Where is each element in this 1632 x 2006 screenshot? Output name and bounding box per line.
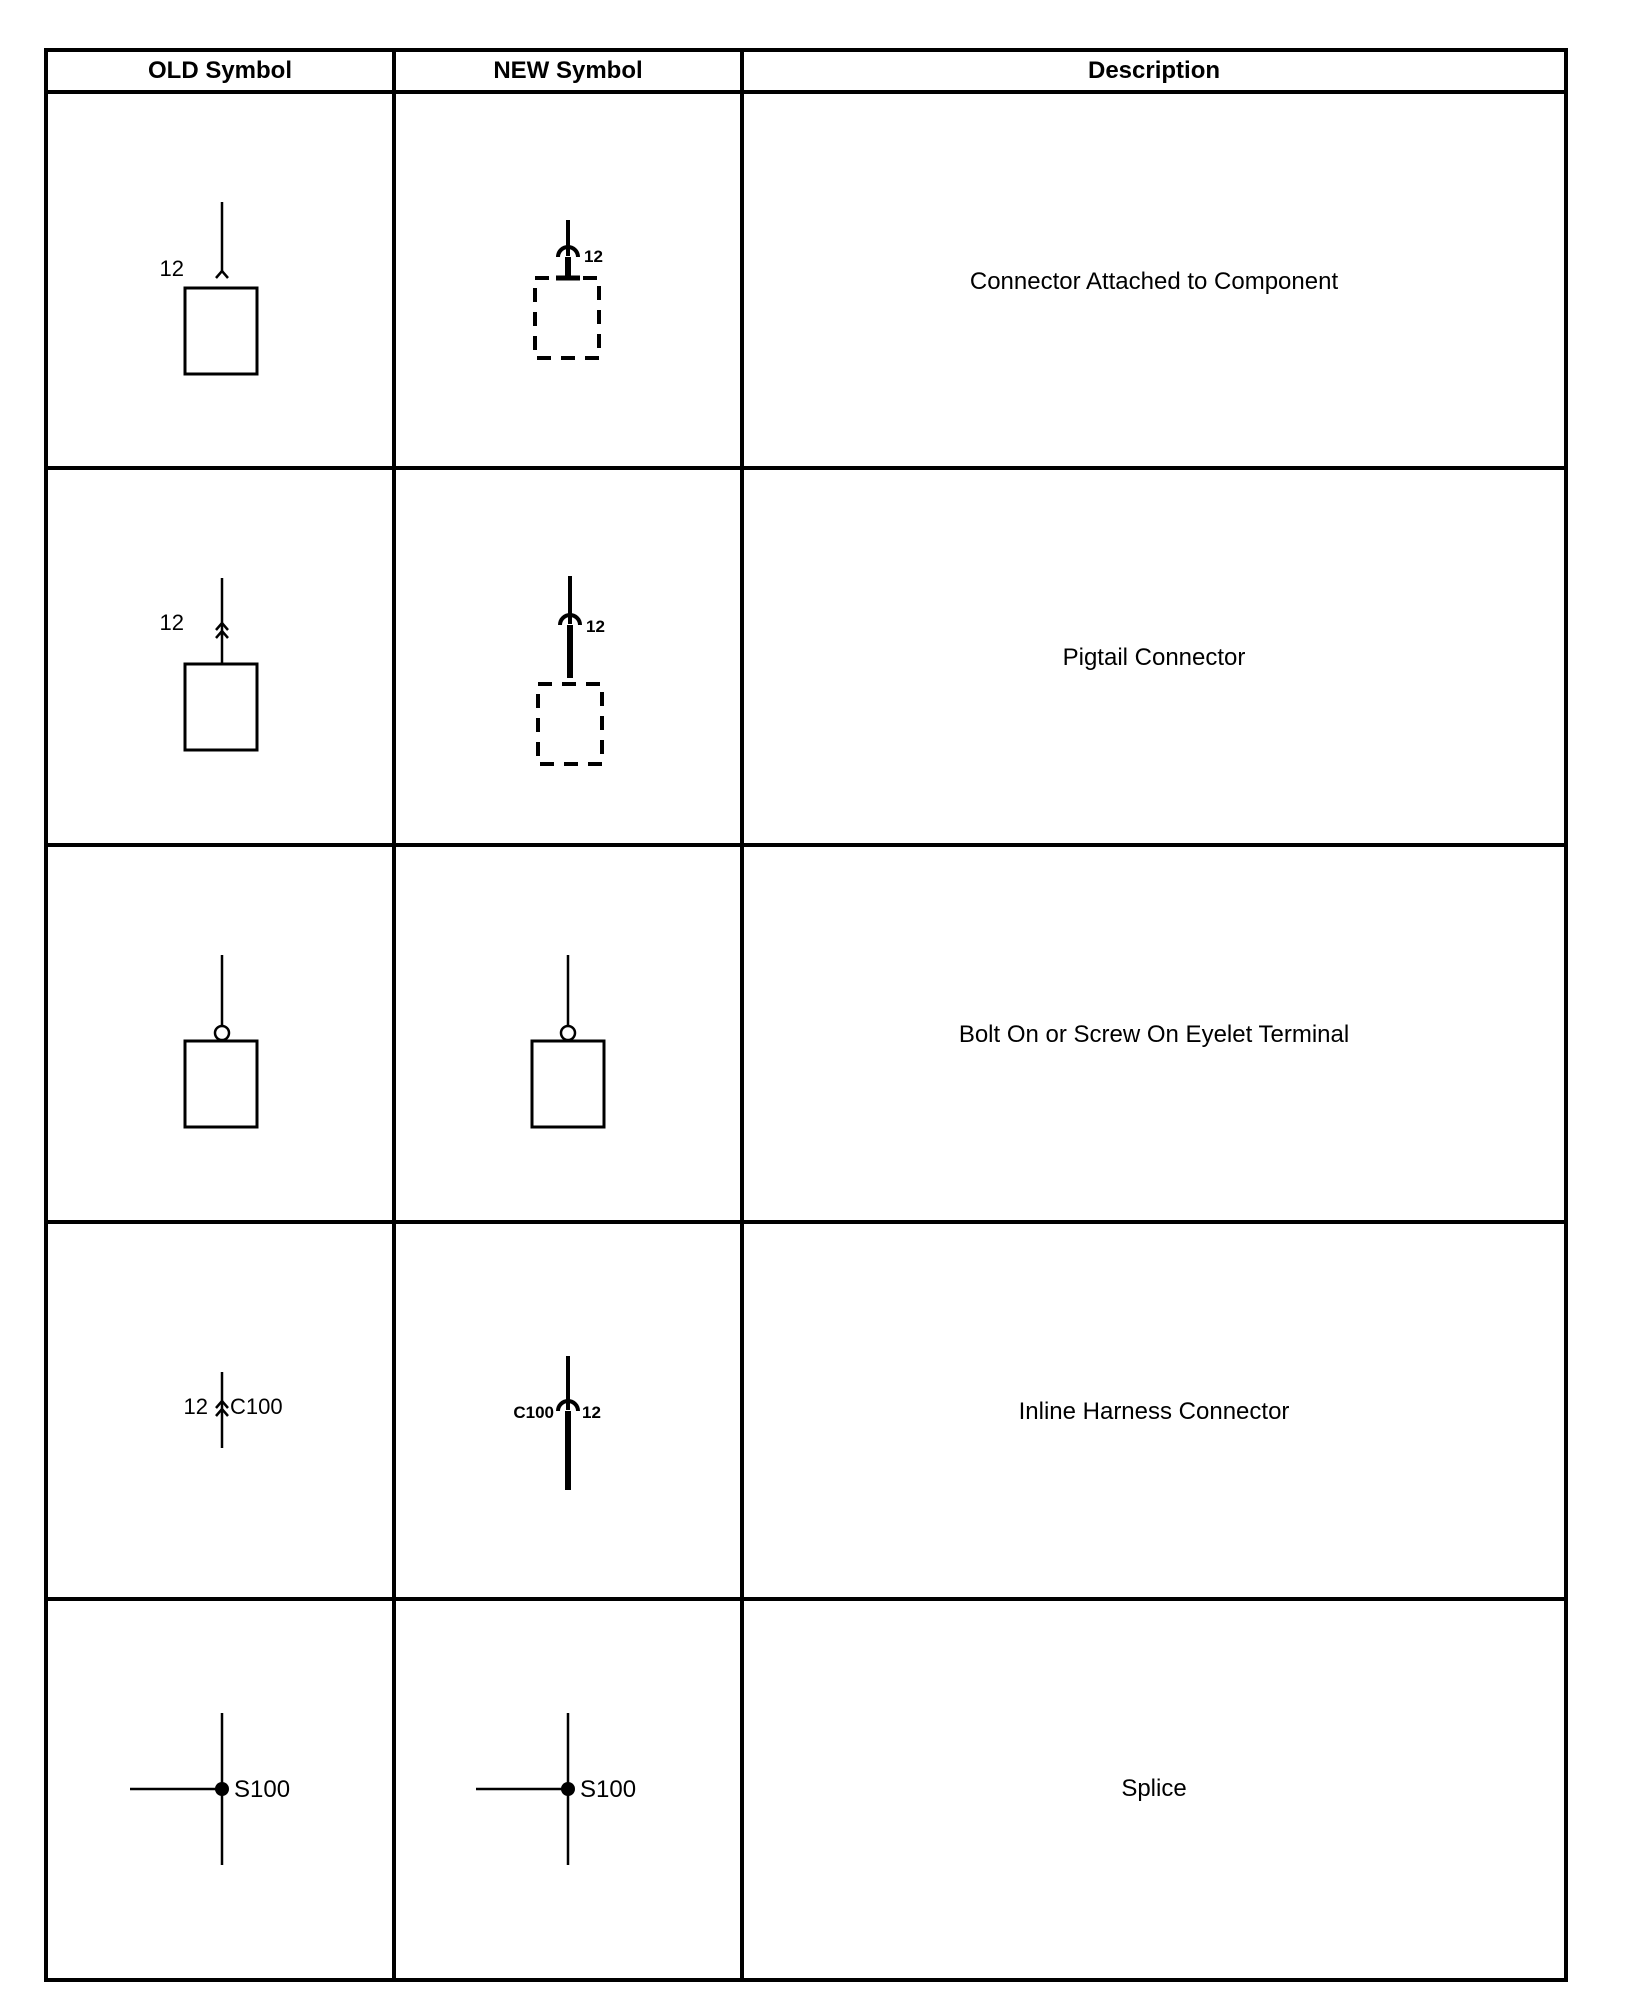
new-symbol-pigtail (396, 470, 740, 846)
new-symbol-splice (396, 1601, 740, 1977)
old-connector-label: C100 (230, 1394, 283, 1419)
old-symbol-eyelet (48, 847, 392, 1223)
old-symbol-inline (48, 1224, 392, 1600)
description-pigtail: Pigtail Connector (1062, 644, 1246, 671)
header-old-symbol: OLD Symbol (147, 57, 292, 84)
description-eyelet: Bolt On or Screw On Eyelet Terminal (958, 1021, 1350, 1048)
new-splice-label: S100 (580, 1776, 637, 1803)
new-pin-label: 12 (586, 617, 605, 636)
header-description: Description (1087, 57, 1221, 84)
header-new-symbol: NEW Symbol (493, 57, 643, 84)
old-pin-label: 12 (159, 256, 184, 281)
old-symbol-splice (48, 1601, 392, 1977)
old-symbol-pigtail (48, 470, 392, 846)
new-symbol-eyelet (396, 847, 740, 1223)
new-pin-label: 12 (584, 247, 603, 266)
description-connector-attached: Connector Attached to Component (969, 268, 1339, 295)
new-symbol-connector-attached (396, 94, 740, 470)
old-pin-label: 12 (183, 1394, 208, 1419)
new-symbol-inline (396, 1224, 740, 1600)
description-splice: Splice (1121, 1775, 1187, 1802)
new-pin-label: 12 (582, 1403, 601, 1422)
old-symbol-connector-attached (48, 94, 392, 470)
old-splice-label: S100 (234, 1776, 291, 1803)
description-inline: Inline Harness Connector (1018, 1398, 1290, 1425)
old-pin-label: 12 (159, 610, 184, 635)
new-connector-label: C100 (513, 1403, 554, 1422)
